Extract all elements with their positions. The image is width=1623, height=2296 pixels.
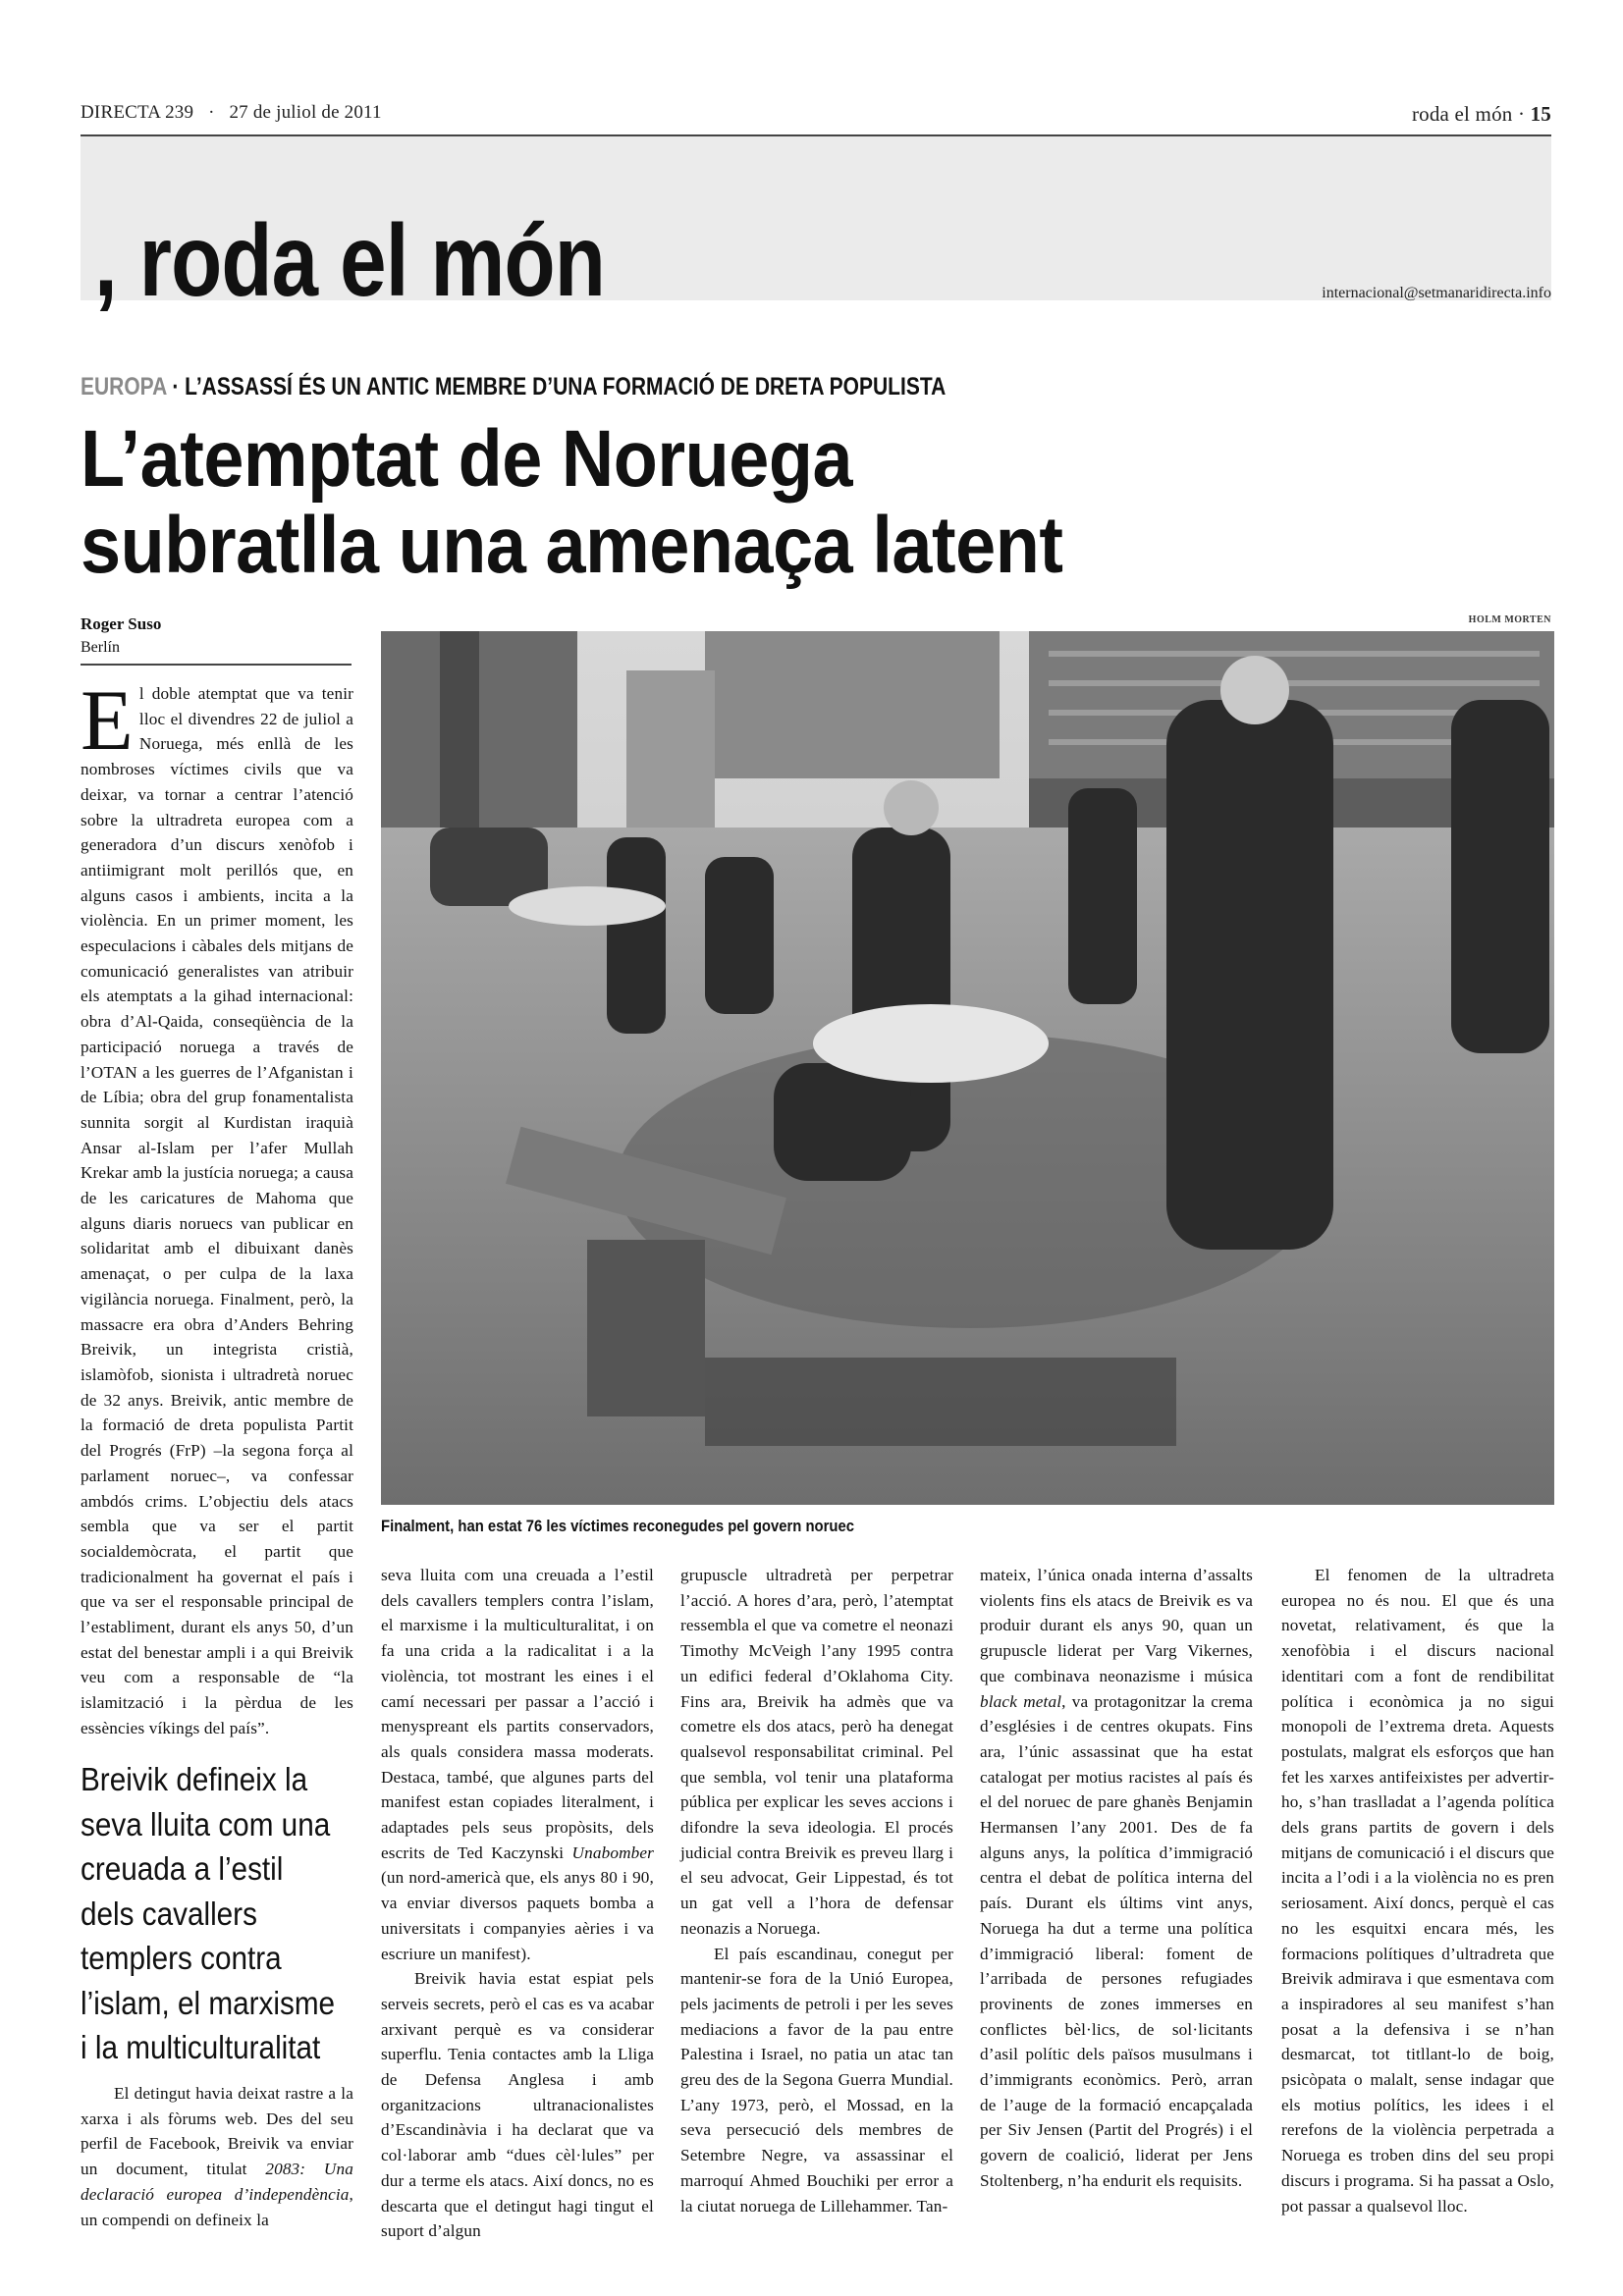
pull-quote-line: Breivik defineix la: [81, 1761, 308, 1797]
page-number: 15: [1530, 102, 1551, 126]
paragraph-text: , va protagonitzar la crema d’esglésies i de centres okupats. Fins ara, l’únic assassinat que ha estat catalogat per motius racistes al país és el del noruec de pare ghanès Benjamin Hermansen l’any 2001. Des de fa alguns anys, la política d’immigració centra el debat de política interna del país. Durant els últims vint anys, Noruega ha dut a terme una política d’immigració liberal: foment de l’arribada de persones refugiades provinents de zones immerses en conflictes bèl·lics, de sol·licitants d’asil polític dels països musulmans i d’immigrants econòmics. Però, arran de l’auge de la formació encapçalada per Siv Jensen (Partit del Progrés) i el govern de coalició, liderat per Jens Stoltenberg, n’ha endurit els requisits.: [980, 1691, 1253, 2190]
news-photo: [381, 631, 1554, 1505]
dateline-location: Berlín: [81, 639, 120, 656]
pull-quote-line: templers contra: [81, 1940, 282, 1976]
byline-rule: [81, 664, 352, 666]
photo-caption: Finalment, han estat 76 les víctimes reconegudes pel govern noruec: [381, 1518, 854, 1535]
article-column-1: [81, 673, 353, 1741]
issue-date: 27 de juliol de 2011: [229, 102, 382, 123]
pull-quote: [81, 1757, 336, 2070]
article-paragraph: [81, 2081, 353, 2232]
pull-quote-line: dels cavallers: [81, 1895, 257, 1932]
headline: [81, 416, 1062, 589]
paragraph-text: seva lluita com una creuada a l’estil dels cavallers templers contra l’islam, el marxisme i la multiculturalitat, i on fa una crida a la radicalitat i a la violència, tot mostrant les eines i el camí necessari per passar a l’acció i menyspreant els partits conservadors, als quals considera massa moderats. Destaca, també, que algunes parts del manifest estan copiades literalment, i adaptades pels seus propòsits, dels escrits de Ted Kaczynski: [381, 1566, 654, 1862]
pull-quote-line: seva lluita com una: [81, 1805, 331, 1842]
article-paragraph: grupuscle ultradretà per perpetrar l’acció. A hores d’ara, però, l’atemptat ressembla el que va cometre el neonazi Timothy McVeigh l’any 1995 contra un edifici federal d’Oklahoma City. Fins ara, Breivik ha admès que va cometre els dos atacs, però ha denegat qualsevol responsabilitat criminal. Pel que sembla, vol tenir una plataforma pública per explicar les seves accions i difondre la seva ideologia. El procés judicial contra Breivik es preveu llarg i el seu advocat, Geir Lippestad, és tot un gat vell a l’hora de defensar neonazis a Noruega.: [680, 1566, 953, 1938]
article-column-1-bottom: [81, 2081, 353, 2232]
article-paragraph: [381, 1563, 654, 1966]
folio-right: [1412, 102, 1551, 127]
drop-cap: E: [81, 673, 134, 769]
paragraph-text: El detingut havia deixat rastre a la xarxa i als fòrums web. Des del seu perfil de Facebook, Breivik va enviar un document, titulat: [81, 2084, 353, 2179]
folio-section: roda el món: [1411, 102, 1513, 126]
folio-separator: ·: [208, 102, 215, 123]
folio-separator: ·: [1517, 102, 1526, 126]
italic-term: Unabomber: [571, 1842, 654, 1862]
photo-illustration: [381, 631, 1554, 1505]
article-column-2: [381, 1563, 654, 2244]
document-title-italic: 2083: Una declaració europea d’independència: [81, 2160, 353, 2204]
article-column-3: [680, 1563, 953, 2218]
article-paragraph: El fenomen de la ultradreta europea no és nou. El que és una novetat, relativament, és que la xenofòbia i el discurs nacional identitari com a font de rendibilitat política i econòmica ja no sigui monopoli de l’extrema dreta. Aquests postulats, malgrat els esforços que han fet les xarxes antifeixistes per advertir-ho, s’han traslladat a l’agenda política dels grans partits de govern i dels mitjans de comunicació i el discurs que incita a l’odi i a la violència no es pren seriosament. Així doncs, perquè el cas no les esquitxi encara més, les formacions polítiques d’ultradreta que Breivik admirava i que esmentava com a inspiradores al seu manifest s’han posat a la defensiva i se n’han desmarcat, tot titllant-lo de boig, psicòpata o malalt, sense indagar que els motius polítics, les idees i el rerefons de la violència perpetrada a Noruega es troben dins del seu propi discurs i programa. Si ha passat a Oslo, pot passar a qualsevol lloc.: [1281, 1566, 1554, 2216]
pull-quote-line: creuada a l’estil: [81, 1850, 284, 1887]
italic-term: black metal: [980, 1691, 1062, 1711]
article-paragraph: Breivik havia estat espiat pels serveis secrets, però el cas es va acabar arxivant perquè es va considerar superflu. Tenia contactes amb la Lliga de Defensa Anglesa i amb organitzacions ultranacionalistes d’Escandinàvia i ha declarat que va col·laborar amb “dues cèl·lules” per dur a terme els atacs. Així doncs, no es descarta que el detingut hagi tingut el suport d’algun: [381, 1969, 654, 2241]
paragraph-text: mateix, l’única onada interna d’assalts violents fins els atacs de Breivik es va produir durant els anys 90, quan un grupuscle liderat per Varg Vikernes, que combinava neonazisme i música: [980, 1566, 1253, 1685]
kicker-category: EUROPA: [81, 373, 167, 400]
paragraph-text: (un nord-americà que, els anys 80 i 90, va enviar diversos paquets bomba a universitats i companyies aèries i va escriure un manifest).: [381, 1868, 654, 1963]
pull-quote-line: i la multiculturalitat: [81, 2029, 321, 2065]
headline-line: L’atemptat de Noruega: [81, 414, 853, 504]
photo-credit: HOLM MORTEN: [1468, 614, 1551, 625]
pull-quote-line: l’islam, el marxisme: [81, 1984, 336, 2021]
article-paragraph: [81, 673, 353, 1741]
paragraph-text: l doble atemptat que va tenir lloc el divendres 22 de juliol a Noruega, més enllà de les nombroses víctimes civils que va deixar, va tornar a centrar l’atenció sobre la ultradreta europea com a generadora d’un discurs xenòfob i antiimigrant molt perillós que, en alguns casos i ambients, incita a la violència. En un primer moment, les especulacions i càbales dels mitjans de comunicació generalistes van atribuir els atemptats a la gihad internacional: obra d’Al-Qaida, conseqüència de la participació noruega a través de l’OTAN a les guerres de l’Afganistan i de Líbia; obra del grup fonamentalista sunnita sorgit al Kurdistan iraquià Ansar al-Islam per l’afer Mullah Krekar amb la justícia noruega; a causa de les caricatures de Mahoma que alguns diaris noruecs van publicar en solidaritat amb el dibuixant danès amenaçat, o per culpa de la laxa vigilància noruega. Finalment, però, la massacre era obra d’Anders Behring Breivik, un integrista cristià, islamòfob, sionista i ultradretà noruec de 32 anys. Breivik, antic membre de la formació de dreta populista Partit del Progrés (FrP) –la segona força al parlament noruec–, va confessar ambdós crims. L’objectiu dels atacs sembla que va ser el partit socialdemòcrata, el partit que tradicionalment ha governat el país i que va ser el responsable principal de l’establiment, durant els anys 50, d’un estat del benestar ampli i a qui Breivik veu com a responsable de “la islamització i la pèrdua de les essències víkings del país”.: [81, 684, 353, 1737]
kicker-separator: ·: [166, 373, 186, 400]
paragraph-text: , un compendi on defineix la: [81, 2184, 353, 2229]
kicker-text: L’ASSASSÍ ÉS UN ANTIC MEMBRE D’UNA FORMACIÓ DE DRETA POPULISTA: [185, 373, 947, 400]
kicker: [81, 373, 946, 401]
section-title: , roda el món: [94, 204, 606, 318]
article-column-5: [1281, 1563, 1554, 2218]
headline-line: subratlla una amenaça latent: [81, 501, 1063, 590]
article-column-4: [980, 1563, 1253, 2194]
section-email[interactable]: internacional@setmanaridirecta.info: [1322, 285, 1551, 301]
author: Roger Suso: [81, 614, 162, 633]
article-paragraph: [980, 1563, 1253, 2194]
publication-issue: DIRECTA 239: [81, 102, 194, 123]
article-paragraph: El país escandinau, conegut per mantenir-se fora de la Unió Europea, pels jaciments de petroli i per les seves mediacions a favor de la pau entre Palestina i Israel, no patia un atac tan greu des de la Segona Guerra Mundial. L’any 1973, però, el Mossad, en la seva persecució dels membres de Setembre Negre, va assassinar el marroquí Ahmed Bouchiki per error a la ciutat noruega de Lillehammer. Tan-: [680, 1944, 953, 2216]
folio-left: [81, 102, 382, 124]
